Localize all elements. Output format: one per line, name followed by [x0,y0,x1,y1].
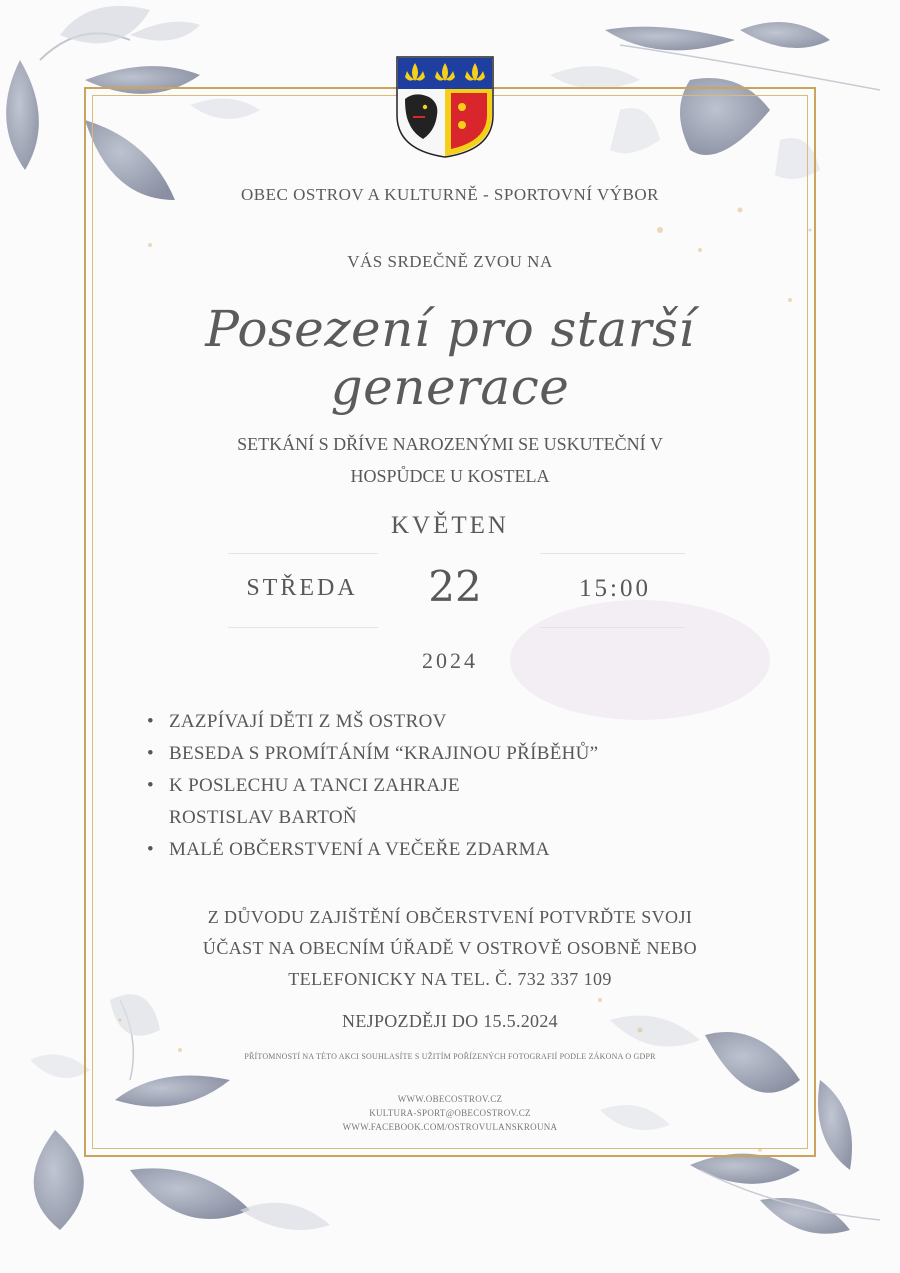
program-item: • K POSLECHU A TANCI ZAHRAJE ROSTISLAV BARTOŇ [145,770,549,834]
venue-text [100,428,800,492]
event-year: 2024 [422,648,478,673]
website-link[interactable]: WWW.OBECOSTROV.CZ [397,1094,503,1104]
invitation-line: VÁS SRDEČNĚ ZVOU NA [347,252,553,271]
event-day: 22 [428,562,482,611]
venue-line-2: HOSPŮDCE U KOSTELA [350,466,550,486]
organizer: OBEC OSTROV A KULTURNĚ - SPORTOVNÍ VÝBOR [241,185,659,204]
email-link[interactable]: KULTURA-SPORT@OBECOSTROV.CZ [369,1108,531,1118]
deadline: NEJPOZDĚJI DO 15.5.2024 [342,1011,558,1031]
program-list [145,706,785,866]
program-item: • MALÉ OBČERSTVENÍ A VEČEŘE ZDARMA [145,834,785,866]
event-weekday: STŘEDA [246,575,358,601]
confirmation-note [100,902,800,995]
gdpr-note: PŘÍTOMNOSTÍ NA TÉTO AKCI SOUHLASÍTE S UŽITÍM POŘÍZENÝCH FOTOGRAFIÍ PODLE ZÁKONA O GDPR [244,1052,656,1061]
village-coat-of-arms [395,55,495,159]
event-time: 15:00 [579,575,651,602]
confirm-line-3: TELEFONICKY NA TEL. Č. 732 337 109 [288,969,612,989]
facebook-link[interactable]: WWW.FACEBOOK.COM/OSTROVULANSKROUNA [342,1122,558,1132]
confirm-line-2: ÚČAST NA OBECNÍM ÚŘADĚ V OSTROVĚ OSOBNĚ NEBO [202,938,698,958]
contact-links [100,1092,800,1134]
event-title: Posezení pro starší generace [205,300,695,416]
venue-line-1: SETKÁNÍ S DŘÍVE NAROZENÝMI SE USKUTEČNÍ V [237,434,663,454]
program-item: • BESEDA S PROMÍTÁNÍM “KRAJINOU PŘÍBĚHŮ” [145,738,785,770]
confirm-line-1: Z DŮVODU ZAJIŠTĚNÍ OBČERSTVENÍ POTVRĎTE SVOJI [207,907,693,927]
program-item: • ZAZPÍVAJÍ DĚTI Z MŠ OSTROV [145,706,785,738]
event-month: KVĚTEN [391,512,509,539]
